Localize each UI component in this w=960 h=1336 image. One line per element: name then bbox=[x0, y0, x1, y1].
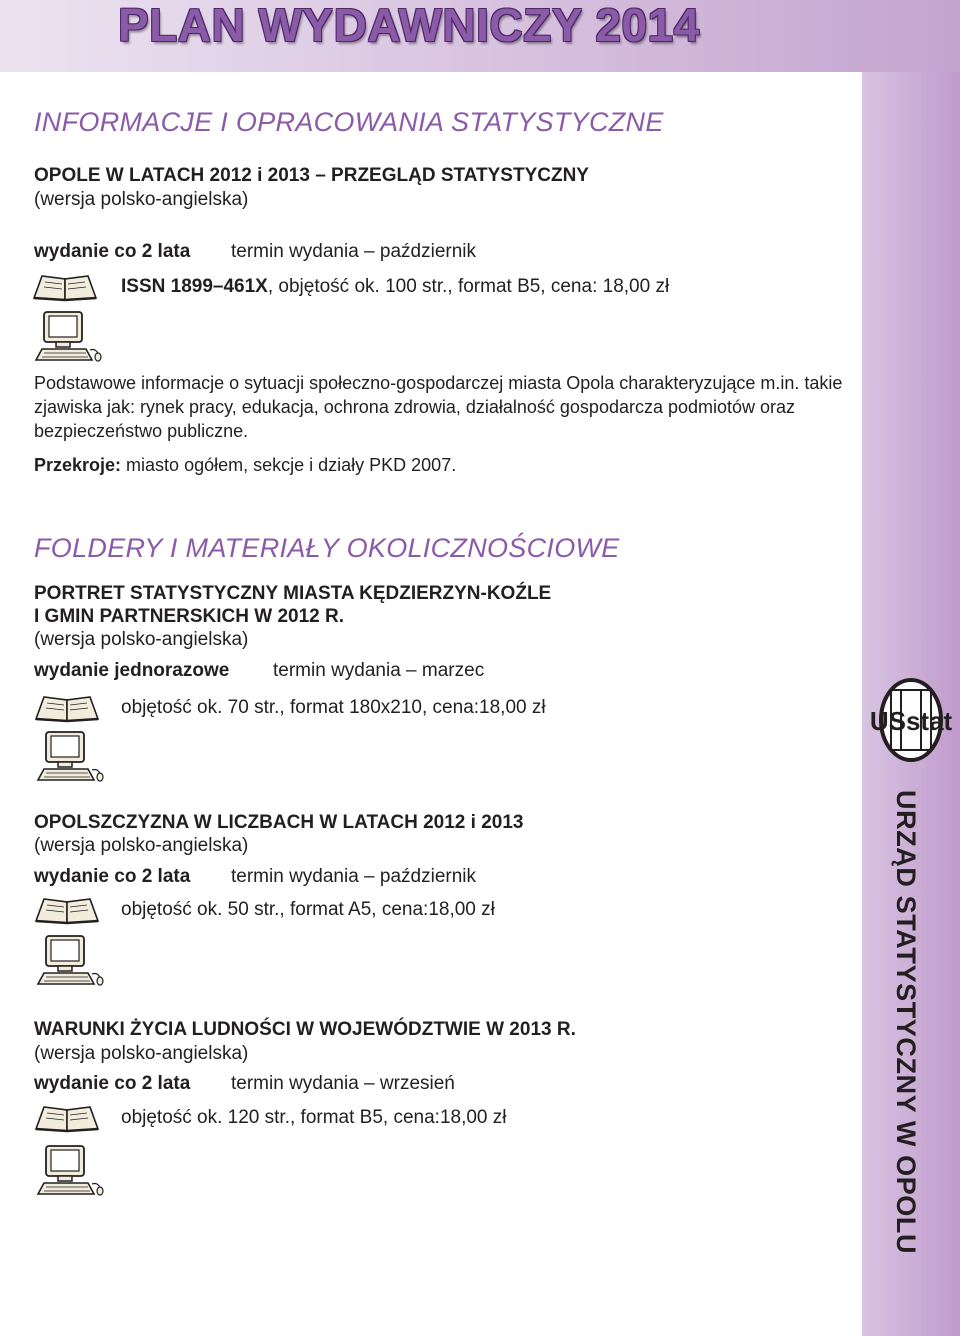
pub1-term: termin wydania – październik bbox=[231, 241, 477, 262]
pub3-version: (wersja polsko-angielska) bbox=[34, 835, 249, 856]
pub3-edition: wydanie co 2 lata bbox=[34, 866, 191, 887]
pub1-version: (wersja polsko-angielska) bbox=[34, 189, 249, 210]
pub4-title: WARUNKI ŻYCIA LUDNOŚCI W WOJEWÓDZTWIE W 2013 R. bbox=[34, 1019, 576, 1040]
pub2-title-line2: I GMIN PARTNERSKICH W 2012 R. bbox=[34, 606, 345, 627]
pub4-edition: wydanie co 2 lata bbox=[34, 1073, 191, 1094]
page-title: PLAN WYDAWNICZY 2014 bbox=[118, 0, 700, 51]
pub1-title: OPOLE W LATACH 2012 i 2013 – PRZEGLĄD STATYSTYCZNY bbox=[34, 165, 589, 186]
pub1-cross-text: miasto ogółem, sekcje i działy PKD 2007. bbox=[121, 455, 457, 475]
pub4-details: objętość ok. 120 str., format B5, cena:18,00 zł bbox=[121, 1107, 507, 1128]
pub4-version: (wersja polsko-angielska) bbox=[34, 1043, 249, 1064]
pub2-version: (wersja polsko-angielska) bbox=[34, 629, 249, 650]
book-icon bbox=[34, 1101, 100, 1133]
pub2-details: objętość ok. 70 str., format 180x210, cena:18,00 zł bbox=[121, 697, 546, 718]
pub3-title: OPOLSZCZYZNA W LICZBACH W LATACH 2012 i 2013 bbox=[34, 812, 524, 833]
header-band bbox=[0, 0, 960, 72]
computer-icon bbox=[34, 730, 104, 786]
pub2-term: termin wydania – marzec bbox=[273, 660, 485, 681]
computer-icon bbox=[32, 310, 102, 366]
pub3-details: objętość ok. 50 str., format A5, cena:18,00 zł bbox=[121, 899, 495, 920]
section-heading-info: INFORMACJE I OPRACOWANIA STATYSTYCZNE bbox=[34, 107, 664, 137]
pub1-specs bbox=[121, 276, 669, 298]
section-heading-folders: FOLDERY I MATERIAŁY OKOLICZNOŚCIOWE bbox=[34, 533, 620, 563]
sidebar-org-name: URZĄD STATYSTYCZNY W OPOLU bbox=[891, 790, 921, 1255]
pub2-title-line1: PORTRET STATYSTYCZNY MIASTA KĘDZIERZYN-KOŹLE bbox=[34, 583, 552, 604]
pub1-details: , objętość ok. 100 str., format B5, cena: 18,00 zł bbox=[267, 276, 670, 297]
pub3-term: termin wydania – październik bbox=[231, 866, 477, 887]
computer-icon bbox=[34, 1144, 104, 1200]
pub1-cross-section bbox=[34, 455, 456, 476]
pub1-description: Podstawowe informacje o sytuacji społeczno-gospodarczej miasta Opola charakteryzujące m.in. takie zjawiska jak: rynek pracy, edukacja, ochrona zdrowia, działalność gospodarcza podmiotów oraz bezpieczeństwo publiczne. bbox=[34, 373, 843, 441]
computer-icon bbox=[34, 934, 104, 990]
book-icon bbox=[34, 893, 100, 925]
pub4-term: termin wydania – wrzesień bbox=[231, 1073, 455, 1094]
book-icon bbox=[34, 691, 100, 723]
pub1-cross-label: Przekroje: bbox=[34, 455, 122, 475]
pub1-issn: ISSN 1899–461X bbox=[121, 276, 268, 297]
usstat-logo bbox=[869, 676, 953, 766]
logo-text: USstat bbox=[869, 706, 953, 736]
pub2-edition: wydanie jednorazowe bbox=[34, 660, 230, 681]
pub1-edition: wydanie co 2 lata bbox=[34, 241, 191, 262]
book-icon bbox=[32, 270, 98, 302]
